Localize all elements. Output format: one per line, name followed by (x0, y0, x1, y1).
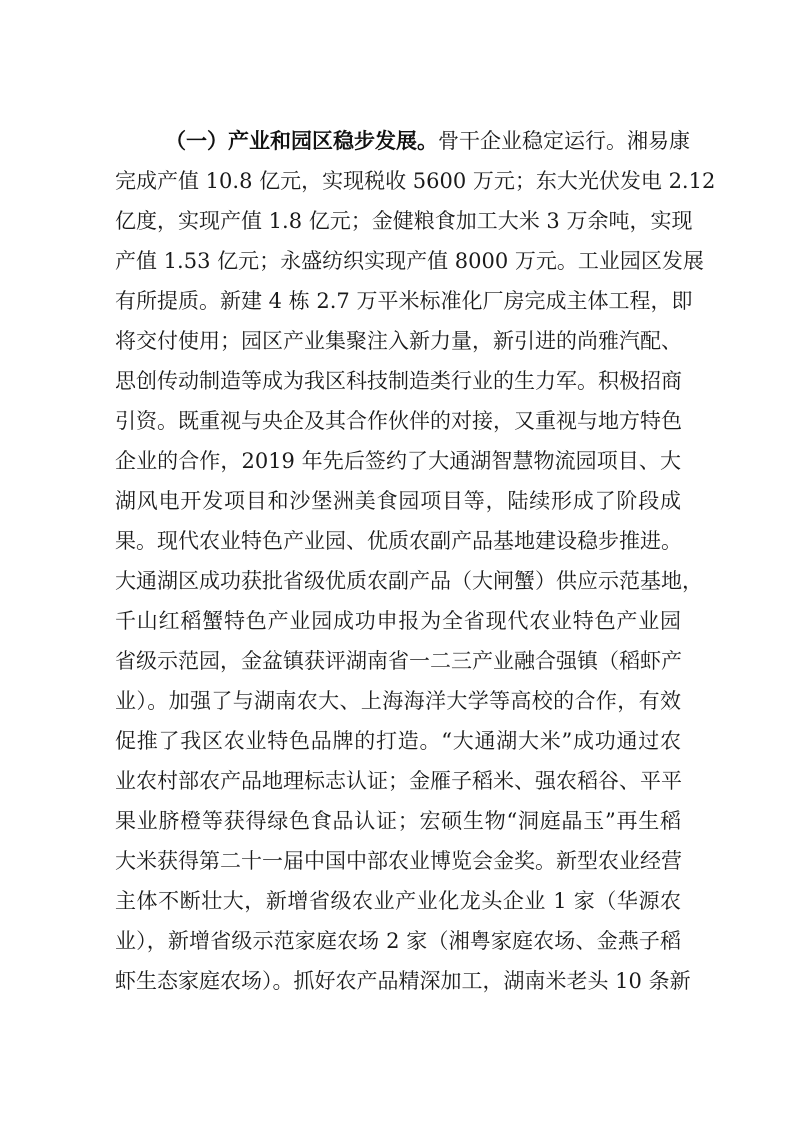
text-line-20: 主体不断壮大，新增省级农业产业化龙头企业 1 家（华源农 (115, 889, 681, 913)
text-line-8: 引资。既重视与央企及其合作伙伴的对接，又重视与地方特色 (115, 409, 682, 433)
text-line-16: 促推了我区农业特色品牌的打造。“大通湖大米”成功通过农 (115, 729, 681, 753)
text-line-17: 业农村部农产品地理标志认证；金雁子稻米、强农稻谷、平平 (115, 769, 682, 793)
text-line-15: 业）。加强了与湖南农大、上海海洋大学等高校的合作，有效 (115, 689, 681, 713)
text-line-12: 大通湖区成功获批省级优质农副产品（大闸蟹）供应示范基地， (115, 569, 703, 593)
text-line-22: 虾生态家庭农场）。抓好农产品精深加工，湖南米老头 10 条新 (115, 969, 691, 993)
text-line-9: 企业的合作，2019 年先后签约了大通湖智慧物流园项目、大 (115, 449, 681, 473)
text-line-21: 业），新增省级示范家庭农场 2 家（湘粤家庭农场、金燕子稻 (115, 929, 681, 953)
text-line-11: 果。现代农业特色产业园、优质农副产品基地建设稳步推进。 (115, 529, 682, 553)
text-line-4: 产值 1.53 亿元；永盛纺织实现产值 8000 万元。工业园区发展 (115, 249, 704, 273)
text-line-18: 果业脐橙等获得绿色食品认证；宏硕生物“洞庭晶玉”再生稻 (115, 809, 681, 833)
text-line-10: 湖风电开发项目和沙堡洲美食园项目等，陆续形成了阶段成 (115, 489, 681, 513)
text-line-14: 省级示范园，金盆镇获评湖南省一二三产业融合强镇（稻虾产 (115, 649, 682, 673)
text-line-5: 有所提质。新建 4 栋 2.7 万平米标准化厂房完成主体工程，即 (115, 289, 693, 313)
text-line-2: 完成产值 10.8 亿元，实现税收 5600 万元；东大光伏发电 2.12 (115, 169, 716, 193)
section-heading: （一）产业和园区稳步发展。 (165, 128, 438, 153)
text-line-1 (115, 121, 690, 161)
text-line-13: 千山红稻蟹特色产业园成功申报为全省现代农业特色产业园 (115, 609, 681, 633)
text-line-19: 大米获得第二十一届中国中部农业博览会金奖。新型农业经营 (115, 849, 682, 873)
text-line-7: 思创传动制造等成为我区科技制造类行业的生力军。积极招商 (115, 369, 682, 393)
text-line-3: 亿度，实现产值 1.8 亿元；金健粮食加工大米 3 万余吨，实现 (115, 209, 693, 233)
body-paragraph (115, 121, 716, 1001)
text-line-6: 将交付使用；园区产业集聚注入新力量，新引进的尚雅汽配、 (115, 329, 682, 353)
text-line-1-body: 骨干企业稳定运行。湘易康 (438, 129, 690, 153)
